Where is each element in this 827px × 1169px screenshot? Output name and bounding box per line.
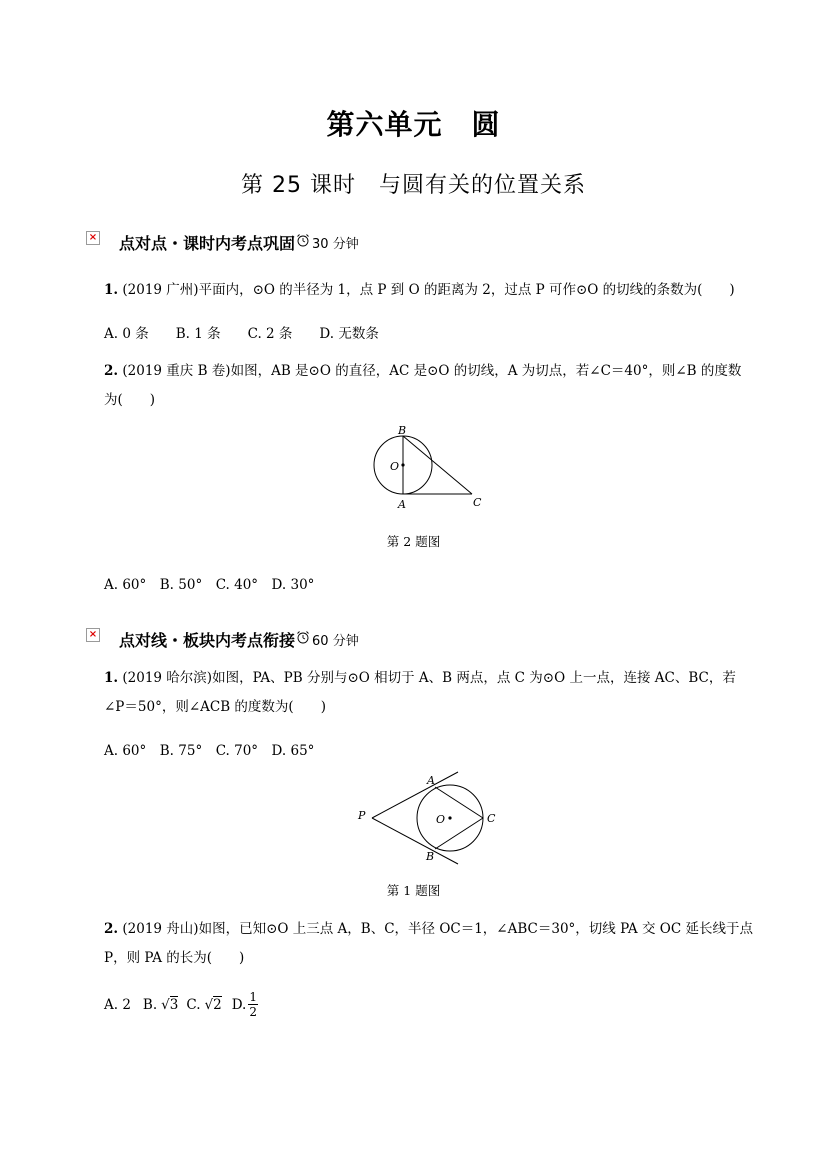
lesson-title: 第 25 课时 与圆有关的位置关系 [241, 173, 586, 198]
option-c-radicand: 2 [213, 996, 222, 1013]
s1-q2-text: (2019 重庆 B 卷)如图，AB 是⊙O 的直径，AC 是⊙O 的切线，A 为切点，若∠C＝40°，则∠B 的度数为( ) [104, 363, 742, 408]
label-c: C [487, 812, 496, 825]
s2-q1-figure [350, 768, 510, 868]
s2-q1-options: A. 60° B. 75° C. 70° D. 65° [104, 743, 315, 759]
s2-question-2 [104, 915, 754, 973]
label-a: A [398, 498, 406, 511]
s2-question-1 [104, 664, 754, 722]
segment-bc [403, 436, 472, 494]
s2-q1-caption: 第 1 题图 [386, 883, 441, 898]
broken-image-icon: × [86, 231, 100, 245]
broken-image-icon: × [86, 628, 100, 642]
tangent-pa [372, 772, 458, 818]
s1-q1-number: 1. [104, 282, 119, 298]
tangent-pb [372, 818, 458, 864]
center-dot [401, 463, 404, 466]
alarm-clock-icon [296, 233, 310, 247]
option-b-value: √3 [161, 996, 179, 1013]
s2-q1-number: 1. [104, 670, 119, 686]
s1-question-1 [104, 276, 754, 305]
option-c-value: √2 [204, 996, 222, 1013]
s2-q2-options [104, 990, 258, 1019]
fraction-denominator: 2 [249, 1005, 257, 1019]
section-2-title: 点对线・板块内考点衔接 [119, 631, 296, 650]
s2-q2-number: 2. [104, 921, 119, 937]
section-1-header [86, 231, 359, 254]
alarm-clock-icon [296, 630, 310, 644]
s1-q2-caption: 第 2 题图 [386, 534, 441, 549]
option-b-radicand: 3 [169, 996, 179, 1013]
option-b-label: B. [142, 996, 158, 1013]
label-c: C [473, 496, 482, 509]
option-c-label: C. [186, 996, 201, 1013]
section-2-time: 60 分钟 [312, 634, 359, 649]
label-a: A [427, 774, 435, 787]
s1-q2-figure [360, 420, 490, 515]
label-b: B [426, 850, 435, 863]
s2-q1-text: (2019 哈尔滨)如图，PA、PB 分别与⊙O 相切于 A、B 两点，点 C 为⊙O 上一点，连接 AC、BC，若∠P＝50°，则∠ACB 的度数为( ) [104, 670, 736, 715]
option-d-label: D. [231, 996, 247, 1013]
fraction-numerator: 1 [249, 990, 257, 1004]
label-o: O [390, 460, 400, 473]
section-1-time: 30 分钟 [312, 237, 359, 252]
s1-q2-number: 2. [104, 363, 119, 379]
section-2-header [86, 628, 359, 651]
option-d-fraction [248, 990, 258, 1019]
section-1-title: 点对点・课时内考点巩固 [119, 234, 296, 253]
unit-title: 第六单元 圆 [326, 108, 501, 141]
label-b: B [398, 424, 407, 437]
s1-q1-options: A. 0 条 B. 1 条 C. 2 条 D. 无数条 [104, 326, 379, 342]
s1-q2-options: A. 60° B. 50° C. 40° D. 30° [104, 577, 315, 593]
s2-q2-text: (2019 舟山)如图，已知⊙O 上三点 A，B、C，半径 OC＝1，∠ABC＝30°，切线 PA 交 OC 延长线于点 P，则 PA 的长为( ) [104, 921, 753, 966]
option-a: A. 2 [104, 996, 131, 1013]
label-p: P [358, 809, 366, 822]
s1-q1-text: (2019 广州)平面内，⊙O 的半径为 1，点 P 到 O 的距离为 2，过点 P 可作⊙O 的切线的条数为( ) [122, 282, 735, 298]
center-dot [448, 816, 451, 819]
s1-question-2 [104, 357, 754, 415]
label-o: O [436, 813, 446, 826]
